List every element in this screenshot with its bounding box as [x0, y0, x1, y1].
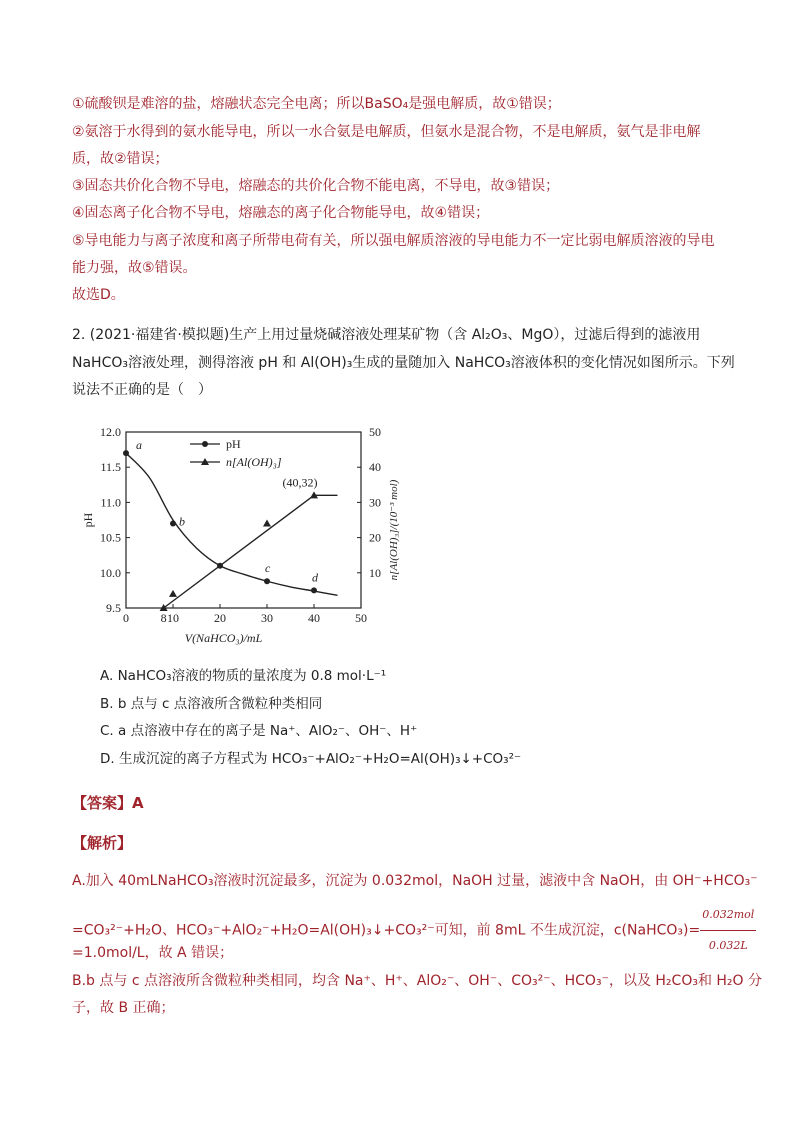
analysis-a-line-1: A.加入 40mLNaHCO₃溶液时沉淀最多，沉淀为 0.032mol，NaOH 过量，滤液中含 NaOH，由 OH⁻+HCO₃⁻: [72, 873, 758, 889]
y-left-tick-label: 11.0: [100, 495, 121, 510]
question-line-2: NaHCO₃溶液处理，测得溶液 pH 和 Al(OH)₃生成的量随加入 NaHCO₃溶液体积的变化情况如图所示。下列: [72, 355, 735, 371]
y-left-tick-label: 12.0: [100, 425, 121, 439]
y-right-tick-label: 20: [369, 530, 381, 545]
y-right-tick-label: 40: [369, 460, 381, 475]
explanation-line-5: ④固态离子化合物不导电，熔融态的离子化合物能导电，故④错误；: [72, 205, 490, 221]
y-left-tick-label: 11.5: [100, 460, 121, 475]
x-axis-label: V(NaHCO₃)/mL: [184, 631, 263, 645]
question-line-1: 2. (2021·福建省·模拟题)生产上用过量烧碱溶液处理某矿物（含 Al₂O₃、MgO），过滤后得到的滤液用: [72, 327, 701, 343]
legend-ph-marker: [202, 441, 208, 447]
point-label-a: a: [136, 438, 142, 453]
x-tick-label: 40: [308, 611, 320, 625]
y-left-tick-label: 9.5: [106, 601, 121, 615]
option-b[interactable]: B. b 点与 c 点溶液所含微粒种类相同: [100, 696, 323, 712]
series-ph-point: [311, 587, 317, 593]
series-ph-point: [170, 521, 176, 527]
y-left-tick-label: 10.5: [100, 530, 121, 545]
series-ph-point: [264, 578, 270, 584]
explanation-line-7: 能力强，故⑤错误。: [72, 260, 197, 276]
point-label-d: d: [312, 570, 318, 585]
x-tick-label: 8: [160, 611, 167, 625]
answer-label: 【答案】A: [72, 794, 144, 812]
option-a[interactable]: A. NaHCO₃溶液的物质的量浓度为 0.8 mol·L⁻¹: [100, 668, 387, 684]
series-aloh3-point: [169, 590, 177, 597]
explanation-line-6: ⑤导电能力与离子浓度和离子所带电荷有关，所以强电解质溶液的导电能力不一定比弱电解质溶液的导电: [72, 233, 715, 249]
ph-precipitate-chart: [78, 418, 438, 658]
concentration-fraction: [700, 900, 756, 961]
fraction-denominator: 0.032L: [708, 939, 748, 952]
analysis-b-line-1: B.b 点与 c 点溶液所含微粒种类相同，均含 Na⁺、H⁺、AlO₂⁻、OH⁻、CO₃²⁻、HCO₃⁻，以及 H₂CO₃和 H₂O 分: [72, 973, 763, 989]
legend-aloh3-label: n[Al(OH)₃]: [226, 455, 282, 469]
point-label-b: b: [179, 514, 185, 529]
explanation-line-8: 故选D。: [72, 287, 125, 303]
y-right-axis-label: n[Al(OH)₃]/(10⁻³ mol): [388, 479, 400, 581]
y-left-axis-label: pH: [81, 512, 95, 528]
analysis-a-line-3: =1.0mol/L，故 A 错误；: [72, 945, 234, 961]
x-tick-label: 10: [167, 611, 179, 625]
analysis-label: 【解析】: [72, 834, 133, 852]
x-tick-label: 30: [261, 611, 273, 625]
point-label-c: c: [265, 561, 271, 576]
question-line-3: 说法不正确的是（ ）: [72, 382, 212, 398]
explanation-line-3: 质，故②错误；: [72, 151, 169, 167]
series-ph-point: [123, 450, 129, 456]
x-tick-label: 20: [214, 611, 226, 625]
x-tick-label: 0: [123, 611, 129, 625]
explanation-line-4: ③固态共价化合物不导电，熔融态的共价化合物不能电离，不导电，故③错误；: [72, 178, 560, 194]
option-d[interactable]: D. 生成沉淀的离子方程式为 HCO₃⁻+AlO₂⁻+H₂O=Al(OH)₃↓+CO₃²⁻: [100, 751, 522, 767]
analysis-b-line-2: 子，故 B 正确；: [72, 1000, 175, 1016]
annotation-40-32: (40,32): [282, 475, 318, 490]
x-tick-label: 50: [355, 611, 367, 625]
y-right-tick-label: 50: [369, 425, 381, 439]
y-right-tick-label: 30: [369, 495, 381, 510]
explanation-line-1: ①硫酸钡是难溶的盐，熔融状态完全电离；所以BaSO₄是强电解质，故①错误；: [72, 96, 561, 112]
legend-ph-label: pH: [226, 437, 241, 451]
series-aloh3-point: [263, 520, 271, 527]
analysis-a-line-2-text: =CO₃²⁻+H₂O、HCO₃⁻+AlO₂⁻+H₂O=Al(OH)₃↓+CO₃²⁻可知，前 8mL 不生成沉淀，c(NaHCO₃)=: [72, 922, 701, 939]
y-left-tick-label: 10.0: [100, 565, 121, 580]
explanation-line-2: ②氨溶于水得到的氨水能导电，所以一水合氨是电解质，但氨水是混合物，不是电解质，氨气是非电解: [72, 124, 701, 140]
fraction-numerator: 0.032mol: [700, 900, 756, 931]
option-c[interactable]: C. a 点溶液中存在的离子是 Na⁺、AlO₂⁻、OH⁻、H⁺: [100, 723, 418, 739]
y-right-tick-label: 10: [369, 565, 381, 580]
